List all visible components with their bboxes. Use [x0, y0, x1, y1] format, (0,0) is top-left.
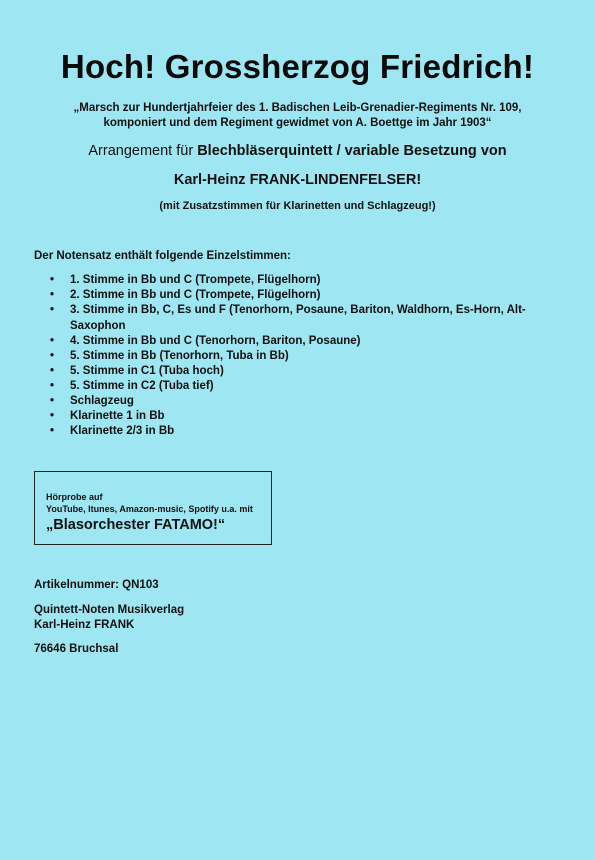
listen-platforms: YouTube, Itunes, Amazon-music, Spotify u.a. mit: [46, 504, 253, 514]
subtitle-line-1: „Marsch zur Hundertjahrfeier des 1. Badischen Leib-Grenadier-Regiments Nr. 109,: [73, 102, 522, 114]
subtitle: [0, 101, 595, 131]
arrangement-suffix: von: [476, 143, 507, 159]
article-number: Artikelnummer: QN103: [34, 579, 159, 591]
arrangement-prefix: Arrangement für: [88, 143, 198, 159]
subtitle-line-2: komponiert und dem Regiment gewidmet von A. Boettge im Jahr 1903“: [103, 117, 492, 129]
arrangement-emphasis: Blechbläserquintett / variable Besetzung: [197, 143, 477, 159]
list-item: • Klarinette 1 in Bb: [50, 409, 540, 424]
list-item: • 1. Stimme in Bb und C (Trompete, Flügelhorn): [50, 273, 540, 288]
listen-label: Hörprobe auf: [46, 492, 103, 502]
arranger-name: Karl-Heinz FRANK-LINDENFELSER!: [173, 172, 422, 188]
list-item: • 2. Stimme in Bb und C (Trompete, Flügelhorn): [50, 288, 540, 303]
list-item: • 5. Stimme in C1 (Tuba hoch): [50, 364, 540, 379]
list-item: • Schlagzeug: [50, 394, 540, 409]
list-item: • 3. Stimme in Bb, C, Es und F (Tenorhorn, Posaune, Bariton, Waldhorn, Es-Horn, Alt-Saxophon: [50, 303, 540, 333]
listen-sample-box: [34, 471, 272, 545]
list-item: • 5. Stimme in Bb (Tenorhorn, Tuba in Bb): [50, 349, 540, 364]
list-item: • 4. Stimme in Bb und C (Tenorhorn, Bariton, Posaune): [50, 334, 540, 349]
extra-parts-list: [50, 394, 540, 440]
page-title: Hoch! Grossherzog Friedrich!: [60, 48, 535, 85]
parts-intro: Der Notensatz enthält folgende Einzelstimmen:: [34, 250, 291, 262]
extra-parts-note: (mit Zusatzstimmen für Klarinetten und Schlagzeug!): [159, 200, 436, 212]
list-item: • 5. Stimme in C2 (Tuba tief): [50, 379, 540, 394]
parts-list: [50, 273, 540, 395]
publisher-owner: Karl-Heinz FRANK: [34, 619, 135, 631]
publisher-name: Quintett-Noten Musikverlag: [34, 604, 185, 616]
arrangement-line: [0, 143, 595, 159]
list-item: • Klarinette 2/3 in Bb: [50, 424, 540, 439]
publisher-city: 76646 Bruchsal: [34, 643, 119, 655]
ensemble-name: „Blasorchester FATAMO!“: [46, 517, 226, 533]
